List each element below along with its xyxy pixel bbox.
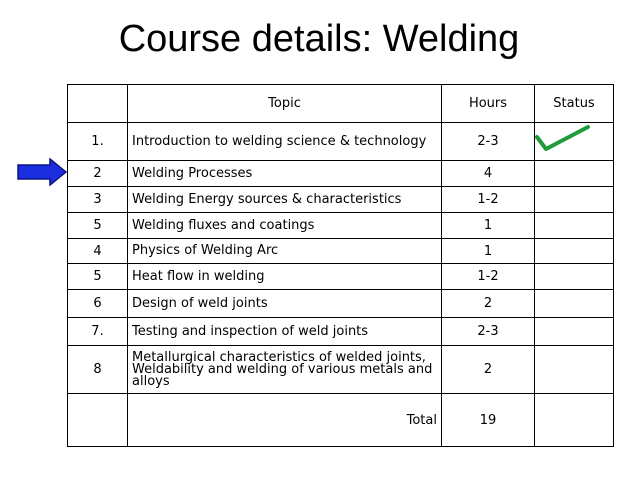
total-row	[68, 394, 614, 447]
row-topic: Metallurgical characteristics of welded joints, Weldability and welding of various metals and alloys	[128, 346, 442, 394]
row-hours: 1	[442, 239, 535, 264]
total-label: Total	[128, 394, 442, 447]
row-number: 6	[68, 290, 128, 318]
row-status	[535, 161, 614, 187]
total-blank	[68, 394, 128, 447]
checkmark-stroke	[537, 127, 588, 149]
row-status	[535, 290, 614, 318]
row-status	[535, 187, 614, 213]
checkmark-icon	[533, 122, 591, 154]
header-topic: Topic	[128, 85, 442, 123]
table-row	[68, 318, 614, 346]
row-hours: 1	[442, 213, 535, 239]
row-number: 8	[68, 346, 128, 394]
course-table	[67, 84, 614, 447]
header-row	[68, 85, 614, 123]
row-topic: Welding Processes	[128, 161, 442, 187]
table-row	[68, 161, 614, 187]
row-status	[535, 264, 614, 290]
row-number: 5	[68, 264, 128, 290]
row-number: 1.	[68, 123, 128, 161]
row-number: 3	[68, 187, 128, 213]
row-hours: 1-2	[442, 187, 535, 213]
table-row	[68, 290, 614, 318]
table-row	[68, 264, 614, 290]
row-topic: Heat flow in welding	[128, 264, 442, 290]
table-row	[68, 213, 614, 239]
table-row	[68, 239, 614, 264]
arrow-shape	[18, 159, 66, 185]
total-status	[535, 394, 614, 447]
row-number: 4	[68, 239, 128, 264]
row-status	[535, 213, 614, 239]
row-topic: Welding Energy sources & characteristics	[128, 187, 442, 213]
right-arrow-icon	[17, 158, 67, 186]
row-topic: Design of weld joints	[128, 290, 442, 318]
row-number: 2	[68, 161, 128, 187]
table-row	[68, 187, 614, 213]
row-topic: Welding fluxes and coatings	[128, 213, 442, 239]
row-status	[535, 239, 614, 264]
row-hours: 2	[442, 346, 535, 394]
row-number: 5	[68, 213, 128, 239]
header-no	[68, 85, 128, 123]
row-hours: 2-3	[442, 123, 535, 161]
row-hours: 1-2	[442, 264, 535, 290]
row-hours: 4	[442, 161, 535, 187]
total-hours: 19	[442, 394, 535, 447]
header-hours: Hours	[442, 85, 535, 123]
row-number: 7.	[68, 318, 128, 346]
row-hours: 2	[442, 290, 535, 318]
header-status: Status	[535, 85, 614, 123]
row-topic: Introduction to welding science & technology	[128, 123, 442, 161]
row-topic: Testing and inspection of weld joints	[128, 318, 442, 346]
row-topic: Physics of Welding Arc	[128, 239, 442, 264]
row-status	[535, 346, 614, 394]
table-row	[68, 346, 614, 394]
row-hours: 2-3	[442, 318, 535, 346]
row-status	[535, 318, 614, 346]
table-row	[68, 123, 614, 161]
page-title: Course details: Welding	[118, 18, 520, 60]
